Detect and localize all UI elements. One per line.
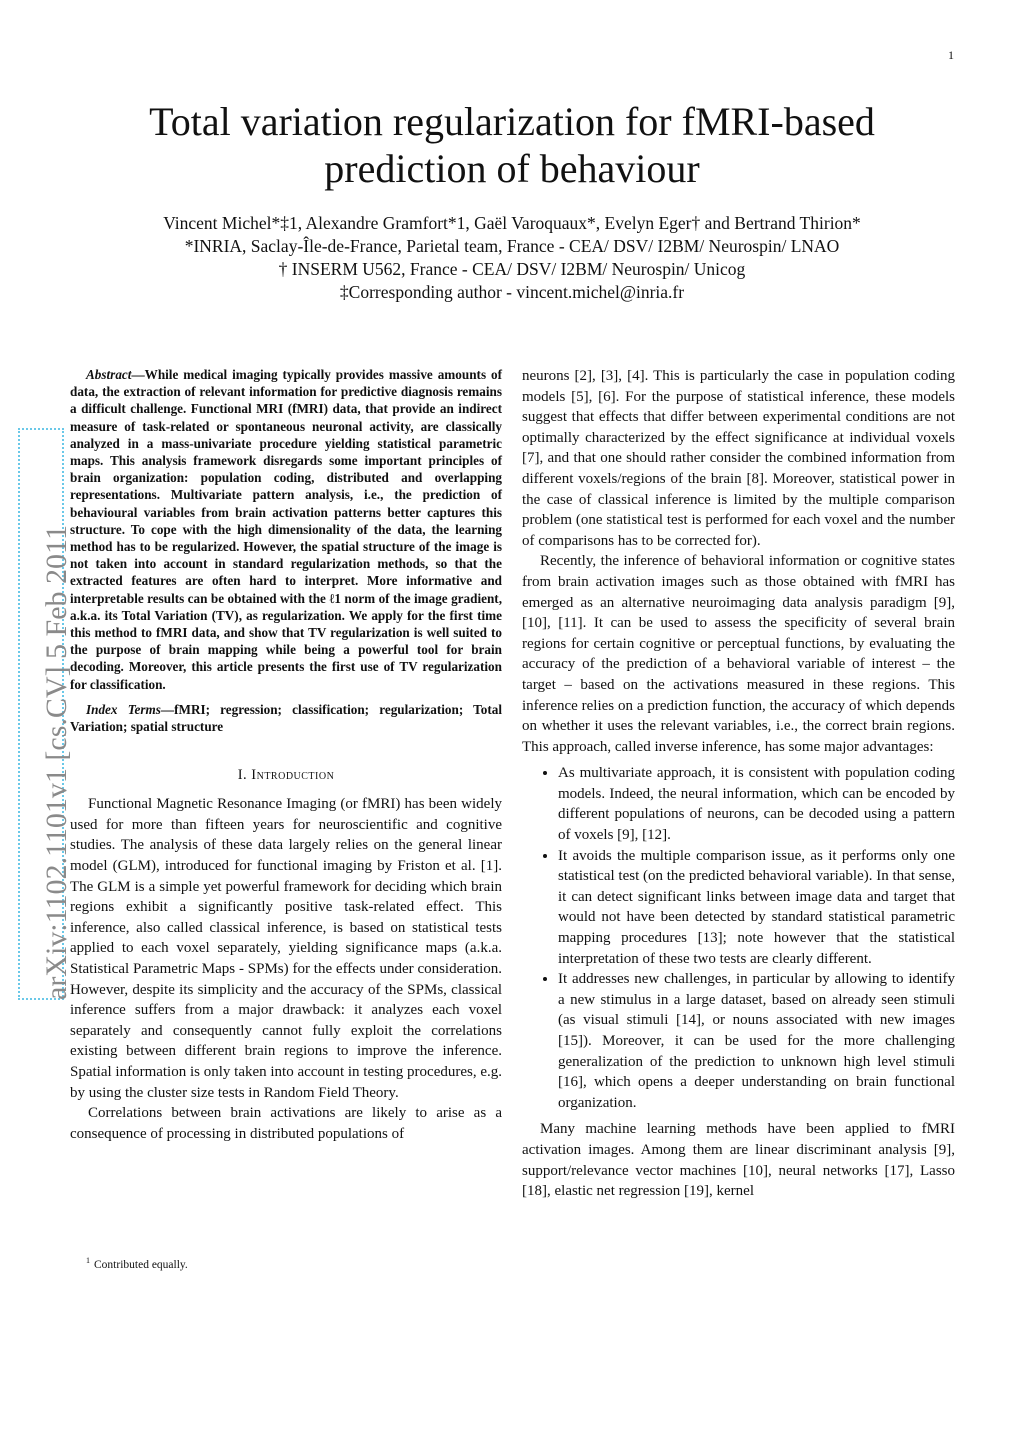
- advantages-list: [522, 763, 955, 1113]
- affiliation-3: ‡Corresponding author - vincent.michel@inria.fr: [339, 282, 685, 302]
- list-item: • It avoids the multiple comparison issue, as it performs only one statistical test (on the predicted behavioral variable). In that sense, it can detect significant links between image data and target that would not have been detected by standard statistical parametric mapping procedures [13]; note however that the statistical interpretation of these two tests are clearly different.: [558, 846, 955, 970]
- footnote-mark: 1: [86, 1256, 90, 1265]
- intro-paragraph-1: Functional Magnetic Resonance Imaging (or fMRI) has been widely used for more than fifteen years for neuroscientific and cognitive studies. The analysis of these data largely relies on the general linear model (GLM), introduced for functional imaging by Friston et al. [1]. The GLM is a simple yet powerful framework for deciding which brain regions exhibit a significantly positive task-related effect. This inference, also called classical inference, is based on statistical tests applied to each voxel separately, yielding significance maps (a.k.a. Statistical Parametric Maps - SPMs) for the effects under consideration. However, despite its simplicity and the accuracy of the SPMs, classical inference suffers from a major drawback: it analyzes each voxel separately and consequently cannot fully exploit the correlations existing between different brain regions to improve the inference. Spatial information is only taken into account in testing procedures, e.g. by using the cluster size tests in Random Field Theory.: [70, 796, 502, 1101]
- abstract-label: Abstract: [86, 367, 132, 382]
- intro-paragraph-2: Correlations between brain activations are likely to arise as a consequence of processing in distributed populations of: [70, 1105, 502, 1142]
- affiliation-1: *INRIA, Saclay-Île-de-France, Parietal team, France - CEA/ DSV/ I2BM/ Neurospin/ LNAO: [184, 236, 840, 256]
- index-terms: [70, 701, 502, 735]
- index-terms-text: —fMRI; regression; classification; regularization; Total Variation; spatial structure: [70, 701, 502, 735]
- title-line-1: Total variation regularization for fMRI-based: [149, 99, 875, 144]
- paper-title: [60, 98, 964, 192]
- abstract-text: —While medical imaging typically provides massive amounts of data, the extraction of relevant information for predictive diagnosis remains a difficult challenge. Functional MRI (fMRI) data, that provide an indirect measure of task-related or spontaneous neuronal activity, are classically analyzed in a mass-univariate procedure yielding statistical parametric maps. This analysis framework disregards some important principles of brain organization: population coding, distributed and overlapping representations. Multivariate pattern analysis, i.e., the prediction of behavioural variables from brain activation patterns better captures this structure. To cope with the high dimensionality of the data, the learning method has to be regularized. However, the spatial structure of the image is not taken into account in standard regularization methods, so that the extracted features are often hard to interpret. More informative and interpretable results can be obtained with the ℓ1 norm of the image gradient, a.k.a. its Total Variation (TV), as regularization. We apply for the first time this method to fMRI data, and show that TV regularization is well suited to the purpose of brain mapping while being a powerful tool for brain decoding. Moreover, this article presents the first use of TV regularization for classification.: [70, 367, 502, 692]
- footnote: [86, 1256, 188, 1271]
- page-number: 1: [948, 48, 954, 62]
- affiliation-2: † INSERM U562, France - CEA/ DSV/ I2BM/ Neurospin/ Unicog: [278, 259, 746, 279]
- list-item: • As multivariate approach, it is consistent with population coding models. Indeed, the neural information, which can be encoded by different populations of neurons, can be decoded using a pattern of voxels [9], [12].: [558, 763, 955, 845]
- arxiv-identifier: arXiv:1102.1101v1 [cs.CV] 5 Feb 2011: [40, 525, 73, 1000]
- section-heading: I. Introduction: [237, 767, 335, 784]
- author-block: [60, 212, 964, 304]
- footnote-text: Contributed equally.: [94, 1258, 188, 1271]
- right-paragraph-3: Many machine learning methods have been applied to fMRI activation images. Among them are linear discriminant analysis [9], support/relevance vector machines [10], neural networks [17], Lasso [18], elastic net regression [19], kernel: [522, 1121, 955, 1200]
- abstract: [70, 366, 502, 693]
- right-paragraph-1: neurons [2], [3], [4]. This is particularly the case in population coding models [5], [6]. For the purpose of statistical inference, these models suggest that effects that differ between experimental conditions are not optimally characterized by the effect significance at individual voxels [7], and that one should rather consider the combined information from different voxels/regions of the brain [8]. Moreover, statistical power in the case of classical inference is limited by the multiple comparison problem (one statistical test is performed for each voxel and the number of comparisons has to be corrected for).: [522, 368, 955, 549]
- authors-line: Vincent Michel*‡1, Alexandre Gramfort*1, Gaël Varoquaux*, Evelyn Eger† and Bertrand Thirion*: [163, 213, 861, 233]
- title-line-2: prediction of behaviour: [324, 146, 700, 191]
- right-column: [522, 366, 955, 1202]
- right-paragraph-2: Recently, the inference of behavioral information or cognitive states from brain activation images such as those obtained with fMRI has emerged as an alternative neuroimaging data analysis paradigm [9], [10], [11]. It can be used to assess the specificity of several brain regions for certain cognitive or perceptual functions, by evaluating the accuracy of the prediction of a behavioral variable of interest – the target – based on the activations measured in these regions. This inference relies on a prediction function, the accuracy of which depends on whether it uses the relevant variables, i.e., the correct brain regions. This approach, called inverse inference, has some major advantages:: [522, 553, 955, 755]
- left-column: [70, 366, 502, 1144]
- list-item: • It addresses new challenges, in particular by allowing to identify a new stimulus in a large dataset, based on already seen stimuli (as visual stimuli [14], or nouns associated with new images [15]). Moreover, it can be used for the more challenging generalization of the prediction to unknown high level stimuli [16], which opens a deeper understanding on brain functional organization.: [558, 969, 955, 1113]
- index-terms-label: Index Terms: [86, 701, 161, 717]
